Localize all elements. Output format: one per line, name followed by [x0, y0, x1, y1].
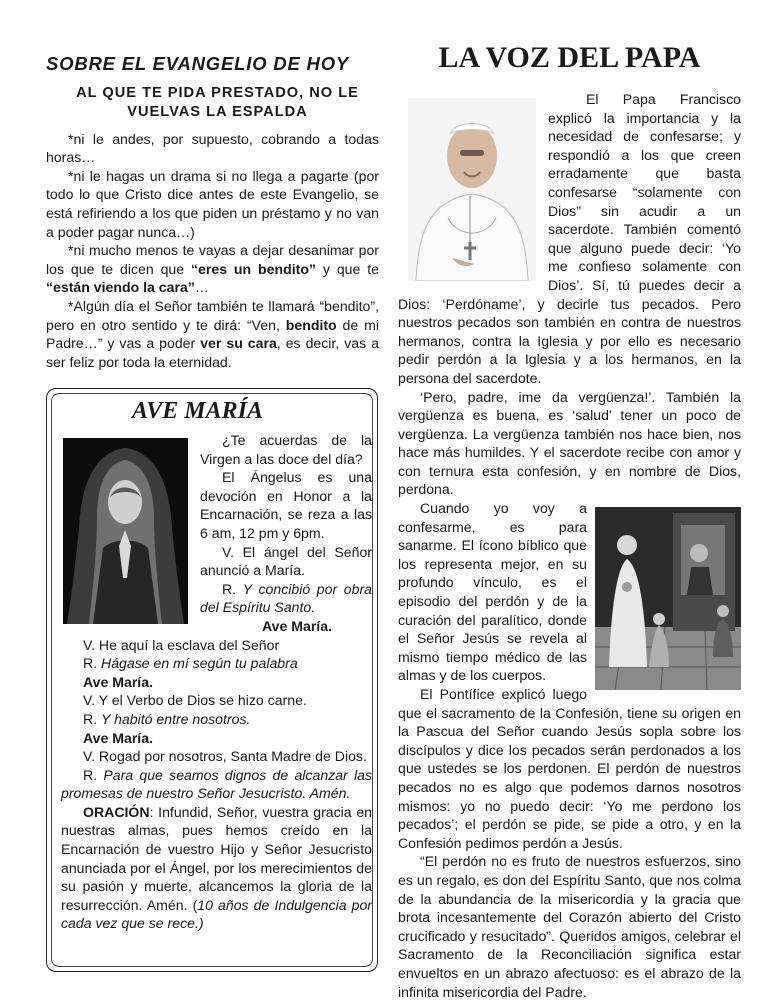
gospel-column: [46, 55, 379, 371]
gospel-section-title: SOBRE EL EVANGELIO DE HOY: [46, 53, 350, 74]
gospel-headline: AL QUE TE PIDA PRESTADO, NO LE VUELVAS LA ESPALDA: [76, 84, 359, 120]
ave-paragraph-2: El Ángelus es una devoción en Honor a la Encarnación, se reza a las 6 am, 12 pm y 6pm.: [200, 469, 372, 541]
virgin-mary-image: [63, 438, 188, 624]
ave-maria-refrain-2: Ave María.: [83, 673, 153, 690]
oracion-prayer: ORACIÓN: Infundid, Señor, vuestra gracia en nuestras almas, pues hemos creído en la Encarnación de vuestro Hijo y Señor Jesucristo anunciada por el Ángel, por los merecimientos de su pasión y muerte, alcancemos la gloria de la resurrección. Amén. (10 años de Indulgencia por cada vez que se rece.): [61, 803, 372, 932]
papa-paragraph-3: Cuando yo voy a confesarme, es para sanarme. El ícono bíblico que los representa mejor, en su profundo vínculo, es el episodio del perdón y de la curación del paralítico, donde el Señor Jesús se revela al mismo tiempo médico de las almas y de los cuerpos.: [398, 500, 587, 684]
ave-maria-title: AVE MARÍA: [132, 398, 263, 424]
versicle-3: V. Y el Verbo de Dios se hizo carne.: [83, 692, 307, 709]
gospel-paragraph-1: *ni le andes, por supuesto, cobrando a todas horas…: [46, 130, 379, 166]
papa-paragraph-5: “El perdón no es fruto de nuestros esfuerzos, sino es un regalo, es don del Espíritu Santo, que nos colma de la abundancia de la misericordia y la gracia que brota incesantemente del Corazón abierto del Cristo crucificado y resucitado”. Queridos amigos, celebrar el Sacramento de la Reconciliación significa estar envueltos en un abrazo afectuoso: es el abrazo de la infinita misericordia del Padre.: [398, 853, 741, 1000]
papa-section-title: LA VOZ DEL PAPA: [438, 41, 701, 74]
versicle-4: V. Rogad por nosotros, Santa Madre de Dios.: [83, 748, 367, 765]
ave-paragraph-1: ¿Te acuerdas de la Virgen a las doce del día?: [200, 432, 372, 467]
response-2: R. Hágase en mí según tu palabra: [83, 655, 298, 672]
papa-column: [398, 40, 741, 1001]
papa-paragraph-1: El Papa Francisco explicó la importancia y la necesidad de confesarse; y respondió a los que creen erradamente que basta confesarse “solamente con Dios” sin acudir a un sacerdote. También comentó que alguno puede decir: ‘Yo me confieso solamente con Dios’. Sí, tú puedes decir a Dios: ‘Perdóname’, y decirle tus pecados. Pero nuestros pecados son también en contra de nuestros hermanos, contra la Iglesia y por ello es necesario pedir perdón a la Iglesia y a los hermanos, en la persona del sacerdote.: [398, 91, 741, 386]
gospel-paragraph-4: *Algún día el Señor también te llamará “bendito”, pero en otro sentido y te dirá: “Ven, bendito de mi Padre…” y vas a poder ver su cara, es decir, vas a ser feliz por toda la eternidad.: [46, 297, 380, 370]
response-3: R. Y habitó entre nosotros.: [83, 710, 251, 727]
ave-maria-refrain-3: Ave María.: [83, 729, 153, 746]
response-1: R. Y concibió por obra del Espíritu Santo.: [200, 580, 372, 616]
response-4: R. Para que seamos dignos de alcanzar las promesas de nuestro Señor Jesucristo. Amén.: [61, 766, 373, 802]
gospel-paragraph-2: *ni le hagas un drama si no llega a pagarte (por todo lo que Cristo dice antes de este Evangelio, se está refiriendo a los que piden un préstamo y no van a poder pagar nunca…): [46, 167, 379, 240]
versicle-1: V. El ángel del Señor anunció a María.: [200, 543, 372, 579]
ave-maria-refrain-1: Ave María.: [262, 617, 332, 634]
papa-paragraph-4: El Pontífice explicó luego que el sacramento de la Confesión, tiene su origen en la Pascua del Señor cuando Jesús sopla sobre los discípulos y dice los pecados serán perdonados a los que ustedes se los perdonen. El perdón de nuestros pecados no es algo que podemos darnos nosotros mismos: yo no puedo decir: ‘Yo me perdono los pecados’; el perdón se pide, se pide a otro, y en la Confesión pedimos perdón a Jesús.: [398, 686, 741, 851]
confession-image: [595, 507, 741, 690]
ave-maria-text: [61, 396, 372, 933]
papa-paragraph-2: ‘Pero, padre, ime da vergüenza!’. También la vergüenza es buena, es ‘salud’ tener un poco de vergüenza. La vergüenza también nos hace bien, nos hace más humildes. Y el sacerdote recibe con amor y con ternura esta confesión, y en nombre de Dios, perdona.: [398, 388, 741, 498]
versicle-2: V. He aquí la esclava del Señor: [83, 636, 280, 653]
pope-francis-image: [408, 98, 536, 281]
gospel-paragraph-3: *ni mucho menos te vayas a dejar desanimar por los que te dicen que “eres un bendito” y que te “están viendo la cara”…: [46, 242, 379, 296]
